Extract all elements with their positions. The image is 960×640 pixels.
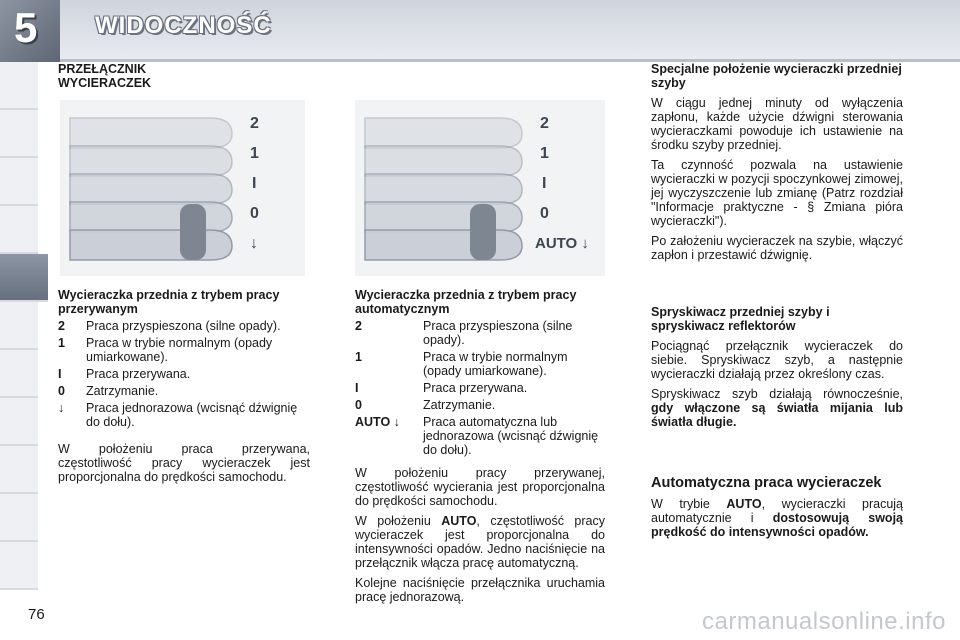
legend-row	[58, 336, 310, 367]
legend-row	[355, 350, 605, 381]
column-2-text	[355, 288, 605, 610]
legend-text: Praca w trybie normalnym (opady umiarkowane).	[423, 350, 568, 378]
special-para-1: W ciągu jednej minuty od wyłączenia zapłonu, każde użycie dźwigni sterowania wycieraczkami powoduje ich ustawienie na środku szyby przedniej.	[651, 96, 903, 152]
image2-label-0: 0	[540, 205, 549, 222]
chapter-tab-9[interactable]	[0, 446, 38, 494]
washer-para-2	[651, 387, 903, 429]
image1-label-single: ↓	[250, 235, 258, 252]
legend-key: I	[355, 381, 359, 395]
column-1	[58, 62, 308, 90]
subtitle-intermittent: Wycieraczka przednia z trybem pracy przerywanym	[58, 288, 280, 316]
wiper-stalk-image-1	[60, 100, 305, 276]
page-title: WIDOCZNOŚĆ	[95, 12, 272, 39]
chapter-tabs	[0, 62, 48, 640]
column-3-washer	[651, 305, 903, 435]
text-span: , częstotliwość pracy wycieraczek jest proporcjonalna do intensywności opadów. Jedno naciśnięcie na przełącznik włącza pracę automatyczną.	[355, 514, 606, 570]
automatic-para-2	[355, 514, 605, 570]
legend-key: 1	[355, 350, 362, 364]
chapter-tab-10[interactable]	[0, 494, 38, 542]
washer-title: Spryskiwacz przedniej szyby i spryskiwacz reflektorów	[651, 305, 830, 333]
chapter-tab-8[interactable]	[0, 398, 38, 446]
legend-text: Zatrzymanie.	[423, 398, 496, 412]
chapter-tab-3[interactable]	[0, 158, 38, 206]
chapter-tab-11[interactable]	[0, 542, 38, 590]
stalk-knob	[180, 204, 206, 260]
legend-key: 1	[58, 336, 65, 350]
chapter-tab-7[interactable]	[0, 350, 38, 398]
section-title-line1: PRZEŁĄCZNIK	[58, 62, 147, 76]
legend-key: 0	[58, 384, 65, 398]
legend-text: Praca przerywana.	[423, 381, 528, 395]
washer-para-1: Pociągnąć przełącznik wycieraczek do siebie. Spryskiwacz szyb, a następnie wycieraczki działają przez określony czas.	[651, 339, 903, 381]
watermark: carmanualsonline.info	[702, 608, 946, 635]
page-number: 76	[28, 606, 45, 623]
automatic-para-1: W położeniu pracy przerywanej, częstotliwość wycierania jest proporcjonalna do prędkości samochodu.	[355, 466, 605, 508]
legend-text: Praca przerywana.	[86, 367, 191, 381]
text-span: W położeniu	[355, 514, 442, 528]
text-span: W trybie	[651, 497, 727, 511]
legend-text: Praca przyspieszona (silne opady).	[423, 319, 573, 347]
column-3-top	[651, 62, 903, 268]
legend-text: Praca przyspieszona (silne opady).	[86, 319, 281, 333]
chapter-tab-6[interactable]	[0, 302, 38, 350]
text-span: , wycieraczki pracują automatycznie i	[651, 497, 903, 525]
legend-table-1	[58, 319, 310, 432]
image1-label-2: 2	[250, 115, 259, 132]
auto-keyword: AUTO	[726, 497, 762, 511]
legend-row	[58, 367, 310, 384]
image1-label-intermittent: I	[252, 175, 257, 192]
special-position-title: Specjalne położenie wycieraczki przedniej szyby	[651, 62, 902, 90]
chapter-number: 5	[14, 4, 38, 51]
image2-label-intermittent: I	[542, 175, 547, 192]
chapter-tab-4[interactable]	[0, 206, 38, 254]
column-3-auto	[651, 475, 903, 545]
automatic-para-3: Kolejne naciśnięcie przełącznika uruchamia pracę jednorazową.	[355, 576, 605, 604]
legend-key: I	[58, 367, 62, 381]
image2-label-2: 2	[540, 115, 549, 132]
legend-row	[58, 401, 310, 432]
subtitle-automatic: Wycieraczka przednia z trybem pracy automatycznym	[355, 288, 577, 316]
chapter-tab-1[interactable]	[0, 62, 38, 110]
special-para-3: Po założeniu wycieraczek na szybie, włączyć zapłon i przestawić dźwignię.	[651, 234, 903, 262]
auto-keyword: AUTO	[441, 514, 477, 528]
legend-key: 2	[58, 319, 65, 333]
intermittent-note: W położeniu praca przerywana, częstotliwość pracy wycieraczek jest proporcjonalna do prędkości samochodu.	[58, 442, 310, 484]
text-span: Spryskiwacz szyb działają równocześnie,	[651, 387, 903, 401]
image1-label-0: 0	[250, 205, 259, 222]
stalk-knob	[470, 204, 496, 260]
legend-row	[58, 384, 310, 401]
legend-text: Zatrzymanie.	[86, 384, 159, 398]
bold-span: dostosowują swoją prędkość do intensywności opadów.	[651, 511, 903, 539]
legend-text: Praca automatyczna lub jednorazowa (wcisnąć dźwignię do dołu).	[423, 415, 599, 457]
legend-row	[58, 319, 310, 336]
special-para-2: Ta czynność pozwala na ustawienie wycieraczki w pozycji spoczynkowej zimowej, jej wyczyszczenie lub zmianę (Patrz rozdział "Informacje praktyczne - § Zmiana pióra wycieraczki").	[651, 158, 903, 228]
legend-key: 0	[355, 398, 362, 412]
section-title-line2: WYCIERACZEK	[58, 76, 152, 90]
legend-text: Praca jednorazowa (wcisnąć dźwignię do dołu).	[86, 401, 298, 429]
image2-label-auto: AUTO ↓	[535, 235, 589, 252]
auto-operation-title: Automatyczna praca wycieraczek	[651, 475, 882, 491]
chapter-tab-5-active[interactable]	[0, 254, 48, 302]
wiper-stalk-image-2	[355, 100, 605, 276]
image2-label-1: 1	[540, 145, 549, 162]
auto-operation-para	[651, 497, 903, 539]
legend-row	[355, 398, 605, 415]
chapter-badge	[0, 0, 60, 62]
legend-row	[355, 319, 605, 350]
wiper-stalk-illustration	[60, 100, 305, 276]
wiper-stalk-auto-illustration	[355, 100, 605, 276]
legend-row	[355, 415, 605, 460]
legend-text: Praca w trybie normalnym (opady umiarkowane).	[86, 336, 273, 364]
chapter-tab-2[interactable]	[0, 110, 38, 158]
legend-key: 2	[355, 319, 362, 333]
image1-label-1: 1	[250, 145, 259, 162]
legend-key: ↓	[58, 401, 65, 415]
legend-table-2	[355, 319, 605, 460]
column-1-text	[58, 288, 310, 490]
legend-row	[355, 381, 605, 398]
legend-key: AUTO ↓	[355, 415, 400, 429]
bold-span: gdy włączone są światła mijania lub światła długie.	[651, 401, 903, 429]
